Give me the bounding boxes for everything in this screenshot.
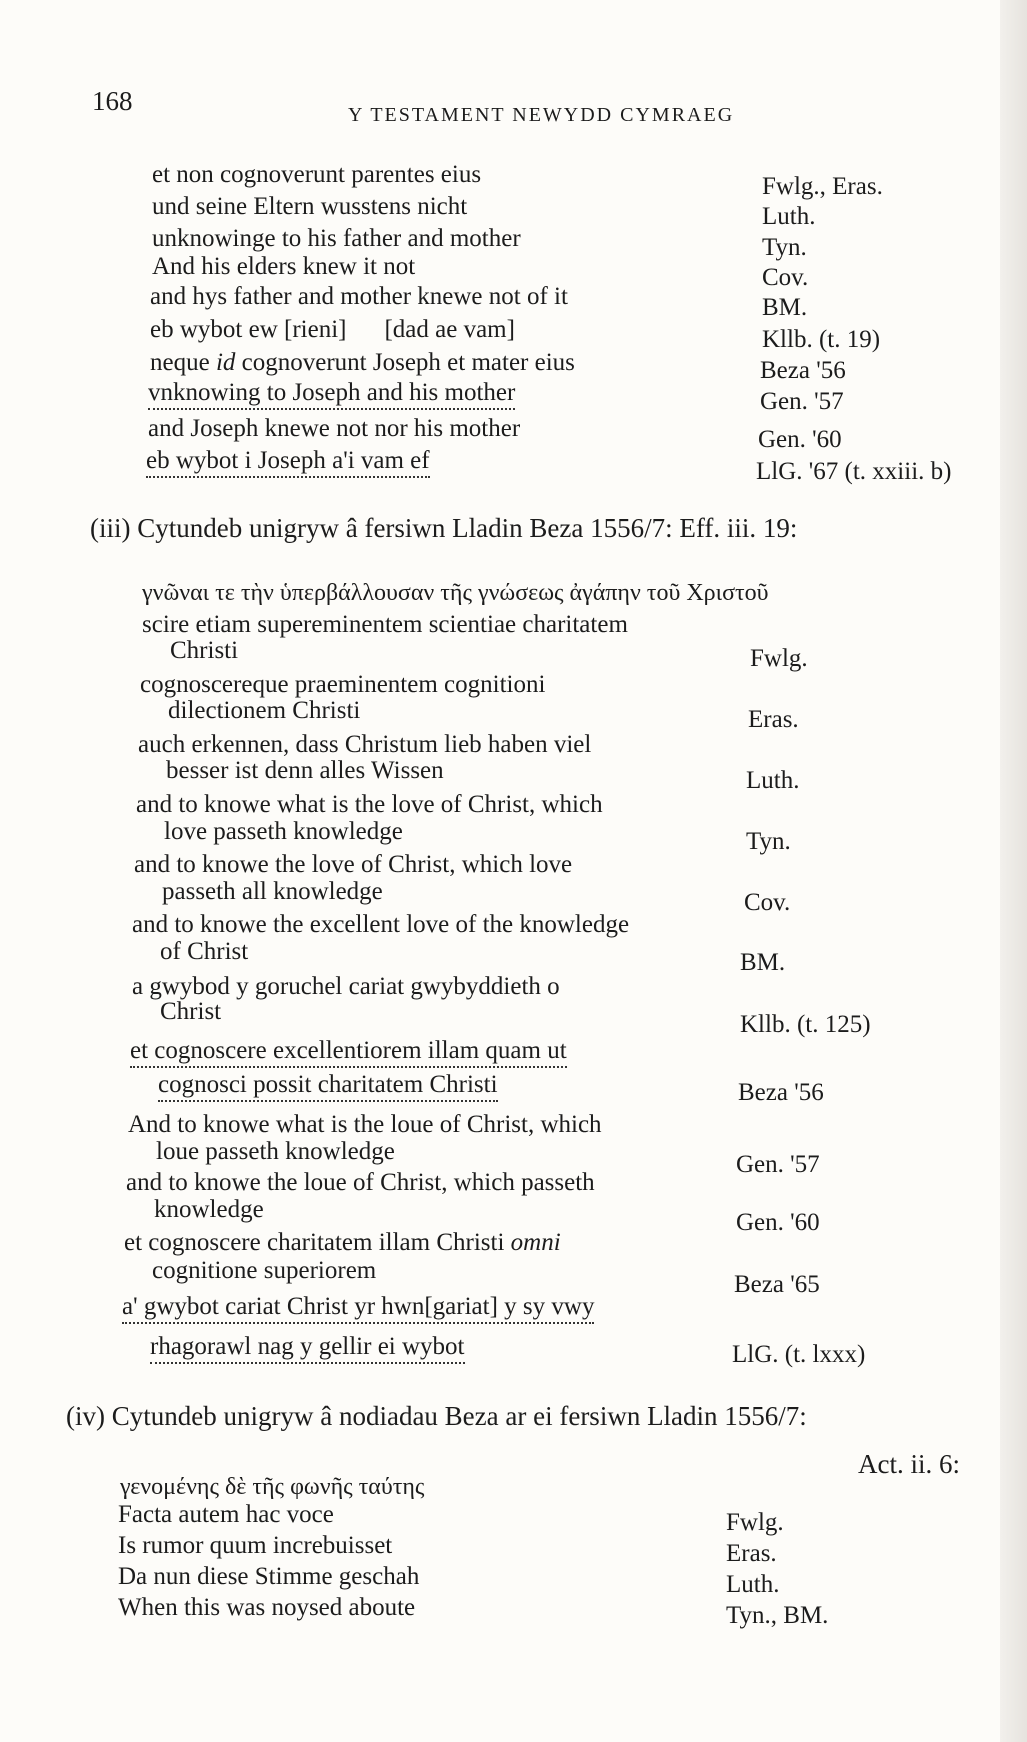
quote-line <box>130 1036 567 1066</box>
quote-line: passeth all knowledge <box>162 878 383 905</box>
page-edge <box>1000 0 1027 1742</box>
source-label: Tyn., BM. <box>726 1602 829 1629</box>
quote-line <box>148 378 515 408</box>
source-label: LlG. '67 (t. xxiii. b) <box>756 458 952 485</box>
source-label: Beza '65 <box>734 1271 820 1298</box>
source-label: Kllb. (t. 125) <box>740 1011 871 1038</box>
underlined-text: et cognoscere excellentiorem illam quam ut <box>130 1037 567 1068</box>
source-label: BM. <box>740 949 786 976</box>
quote-line: dilectionem Christi <box>168 697 361 724</box>
source-label: Beza '56 <box>760 357 846 384</box>
quote-line: and hys father and mother knewe not of it <box>150 283 568 310</box>
quote-line: When this was noysed aboute <box>118 1594 416 1621</box>
underlined-text: rhagorawl nag y gellir ei wybot <box>150 1333 465 1364</box>
quote-line: cognitione superiorem <box>152 1257 377 1284</box>
quote-line: and Joseph knewe not nor his mother <box>148 415 521 442</box>
quote-line: et non cognoverunt parentes eius <box>152 161 482 188</box>
quote-line: und seine Eltern wusstens nicht <box>152 193 468 220</box>
section-heading: (iv) Cytundeb unigryw â nodiadau Beza ar ei fersiwn Lladin 1556/7: <box>66 1401 807 1431</box>
italic-word: omni <box>510 1229 561 1256</box>
quote-line: knowledge <box>154 1196 264 1223</box>
source-label: Kllb. (t. 19) <box>762 326 881 353</box>
quote-line: loue passeth knowledge <box>156 1138 395 1165</box>
greek-text: γνῶναι τε τὴν ὑπερβάλλουσαν τῆς γνώσεως ἀγάπην τοῦ Χριστοῦ <box>142 580 769 606</box>
source-label: Luth. <box>746 767 800 794</box>
quote-fragment: [dad ae vam] <box>384 316 515 343</box>
underlined-text: a' gwybot cariat Christ yr hwn[gariat] y sy vwy <box>122 1293 594 1324</box>
quote-line <box>150 1332 465 1362</box>
quote-line: and to knowe what is the love of Christ, which <box>136 791 603 818</box>
quote-fragment: eb wybot ew [rieni] <box>150 316 347 343</box>
source-label: Beza '56 <box>738 1079 824 1106</box>
quote-fragment: cognoverunt Joseph et mater eius <box>235 349 575 376</box>
quote-line: Facta autem hac voce <box>118 1501 334 1528</box>
italic-word: id <box>215 349 236 376</box>
quote-fragment: neque <box>150 349 216 376</box>
quote-line: of Christ <box>160 938 249 965</box>
quote-line: love passeth knowledge <box>164 818 403 845</box>
quote-line <box>158 1070 498 1100</box>
quote-line: besser ist denn alles Wissen <box>166 757 444 784</box>
source-label: LlG. (t. lxxx) <box>732 1341 866 1368</box>
source-label: Eras. <box>748 706 799 733</box>
quote-line <box>150 348 575 378</box>
quote-line <box>150 315 515 345</box>
section-heading: (iii) Cytundeb unigryw â fersiwn Lladin Beza 1556/7: Eff. iii. 19: <box>90 513 798 543</box>
underlined-text: eb wybot i Joseph a'i vam ef <box>146 447 430 478</box>
quote-line <box>146 446 430 476</box>
quote-fragment: et cognoscere charitatem illam Christi <box>124 1229 511 1256</box>
quote-line: a gwybod y goruchel cariat gwybyddieth o <box>132 973 560 1000</box>
source-label: Cov. <box>744 889 791 916</box>
quote-line: Is rumor quum increbuisset <box>118 1532 393 1559</box>
source-label: Luth. <box>726 1571 780 1598</box>
source-label: Gen. '60 <box>758 426 842 453</box>
source-label: Gen. '57 <box>736 1151 820 1178</box>
quote-line: cognoscereque praeminentem cognitioni <box>140 671 546 698</box>
quote-line <box>122 1292 594 1322</box>
source-label: Luth. <box>762 203 816 230</box>
underlined-text: vnknowing to Joseph and his mother <box>148 379 515 410</box>
quote-line <box>124 1228 561 1258</box>
quote-line: and to knowe the loue of Christ, which passeth <box>126 1169 595 1196</box>
quote-line: unknowinge to his father and mother <box>152 225 521 252</box>
source-label: Fwlg. <box>726 1509 784 1536</box>
source-label: Eras. <box>726 1540 777 1567</box>
source-label: Tyn. <box>746 828 791 855</box>
section-heading-ref: Act. ii. 6: <box>858 1449 960 1479</box>
quote-line: Da nun diese Stimme geschah <box>118 1563 420 1590</box>
source-label: Tyn. <box>762 234 807 261</box>
source-label: Gen. '57 <box>760 388 844 415</box>
underlined-text: cognosci possit charitatem Christi <box>158 1071 498 1102</box>
source-label: Fwlg. <box>750 645 808 672</box>
page-number: 168 <box>92 86 133 116</box>
running-head: Y TESTAMENT NEWYDD CYMRAEG <box>348 104 735 126</box>
quote-line: auch erkennen, dass Christum lieb haben viel <box>138 731 592 758</box>
source-label: Fwlg., Eras. <box>762 173 883 200</box>
quote-line: Christ <box>160 998 222 1025</box>
quote-line: And to knowe what is the loue of Christ, which <box>128 1111 602 1138</box>
source-label: Cov. <box>762 264 809 291</box>
source-label: BM. <box>762 294 808 321</box>
greek-text: γενομένης δὲ τῆς φωνῆς ταύτης <box>120 1474 425 1500</box>
quote-line: Christi <box>170 637 239 664</box>
quote-line: and to knowe the love of Christ, which love <box>134 851 573 878</box>
quote-line: scire etiam supereminentem scientiae charitatem <box>142 611 628 638</box>
quote-line: And his elders knew it not <box>152 253 416 280</box>
quote-line: and to knowe the excellent love of the knowledge <box>132 911 630 938</box>
source-label: Gen. '60 <box>736 1209 820 1236</box>
